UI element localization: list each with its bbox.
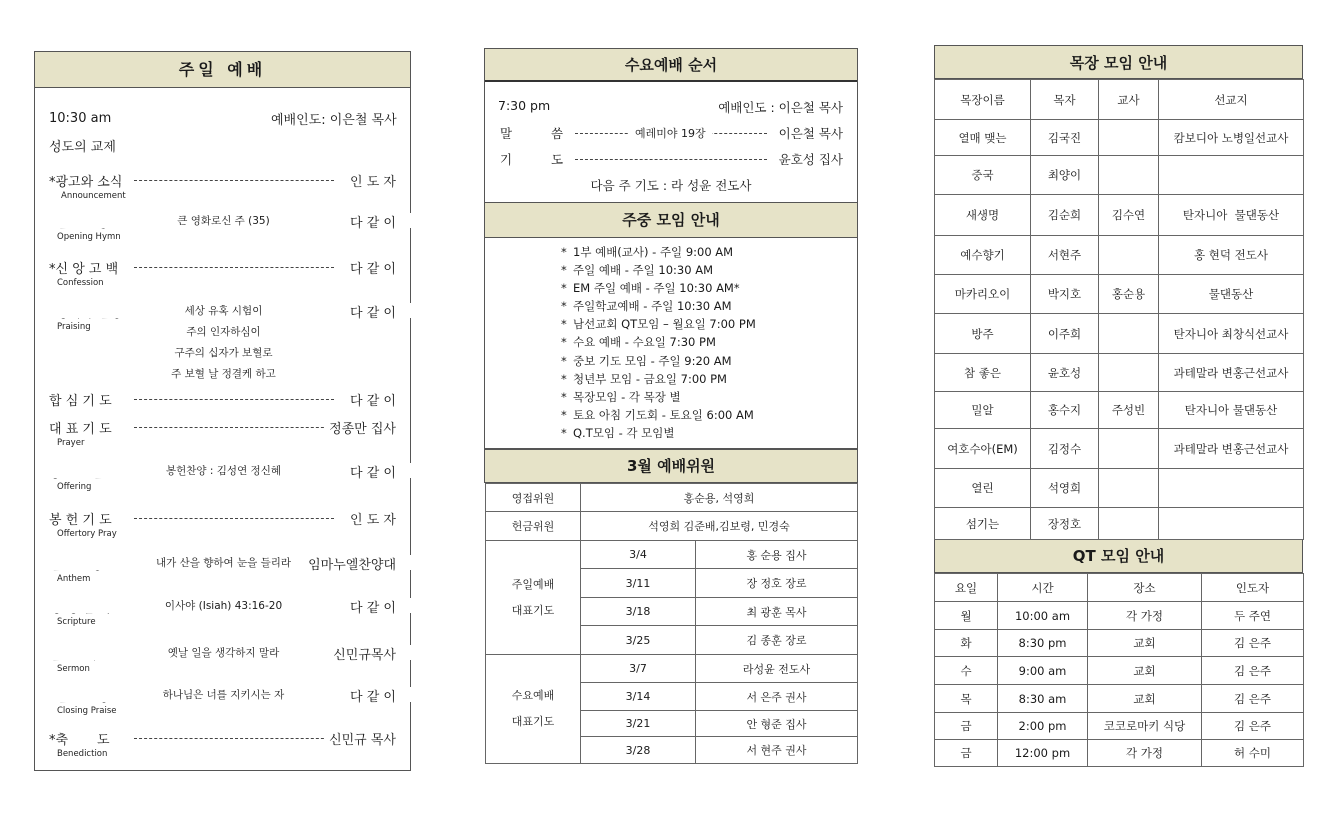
table-row — [935, 602, 1304, 630]
table-cell: 여호수아(EM) — [935, 429, 1031, 469]
leader-dots — [134, 518, 334, 519]
table-cell: 최양이 — [1031, 156, 1099, 195]
sunday-prayer-label-line: 대표기도 — [511, 603, 555, 617]
sunday-item-detail: 큰 영화로신 주 (35) — [172, 215, 274, 227]
sunday-item-detail: 이사야 (Isiah) 43:16-20 — [160, 600, 287, 612]
qt-table — [934, 573, 1304, 767]
table-row — [486, 655, 858, 683]
table-row — [935, 429, 1304, 469]
wed-prayer-label-line: 수요예배 — [511, 689, 555, 702]
column-header: 목자 — [1031, 80, 1099, 120]
sunday-item-person: 다 같 이 — [346, 390, 396, 409]
name-cell: 최 광훈 목사 — [696, 598, 858, 626]
table-row — [935, 740, 1304, 767]
sunday-item-person: 다 같 이 — [346, 597, 396, 616]
mokjang-title: 목장 모임 안내 — [934, 45, 1303, 79]
table-cell: 윤호성 — [1031, 354, 1099, 392]
sunday-item-english: Confession — [57, 278, 104, 288]
qt-title: QT 모임 안내 — [934, 540, 1303, 573]
table-row — [935, 657, 1304, 685]
sunday-item-label: *신 앙 고 백 — [49, 262, 119, 277]
column-header: 목장이름 — [935, 80, 1031, 120]
sunday-item-person: 다 같 이 — [346, 212, 396, 231]
table-cell: 이주희 — [1031, 314, 1099, 354]
sunday-item-english: Benediction — [57, 749, 108, 759]
leader-dots — [134, 738, 334, 739]
sermon-label-2: 씀 — [551, 126, 564, 141]
table-row — [935, 685, 1304, 713]
weekly-meeting-item — [561, 352, 756, 370]
weekly-meetings-title: 주중 모임 안내 — [485, 203, 857, 238]
sunday-item-detail: 내가 산을 향하여 눈을 들리라 — [151, 557, 296, 569]
weekly-meeting-item — [561, 333, 756, 351]
sunday-item-label: 대 표 기 도 — [49, 422, 112, 437]
table-cell — [1159, 508, 1304, 540]
column-header: 인도자 — [1202, 574, 1304, 602]
weekly-meeting-text: 토요 아침 기도회 - 토요일 6:00 AM — [573, 407, 754, 422]
table-cell — [1159, 156, 1304, 195]
table-row — [935, 236, 1304, 275]
table-cell: 장정호 — [1031, 508, 1099, 540]
wednesday-prayer: 윤호성 집사 — [778, 152, 843, 167]
bullet-icon: * — [561, 299, 567, 314]
march-committee-title: 3월 예배위원 — [485, 450, 857, 482]
table-cell: 홍 현덕 전도사 — [1159, 236, 1304, 275]
table-cell: 예수향기 — [935, 236, 1031, 275]
name-cell: 서 현주 권사 — [696, 737, 858, 764]
table-cell: 김순희 — [1031, 195, 1099, 236]
table-cell: 10:00 am — [998, 602, 1088, 630]
sunday-item-english: Closing Praise — [57, 706, 117, 716]
table-row — [935, 275, 1304, 314]
name-cell: 장 정호 장로 — [696, 569, 858, 598]
sunday-item-person: 다 같 이 — [346, 258, 396, 277]
weekly-meeting-item — [561, 261, 756, 279]
sunday-item-detail: 봉헌찬양 : 김성연 정신혜 — [161, 465, 286, 477]
weekly-meeting-text: 중보 기도 모임 - 주일 9:20 AM — [573, 353, 732, 368]
bullet-icon: * — [561, 245, 567, 259]
weekly-meeting-text: 1부 예배(교사) - 주일 9:00 AM — [573, 245, 734, 259]
table-cell: 화 — [935, 630, 998, 657]
sunday-prayer-label — [486, 541, 581, 655]
table-cell: 김 은주 — [1202, 713, 1304, 740]
table-cell: 김국진 — [1031, 120, 1099, 156]
sunday-item-person: 신민규 목사 — [325, 729, 396, 748]
table-cell — [1159, 469, 1304, 508]
table-cell: 김정수 — [1031, 429, 1099, 469]
column-header: 요일 — [935, 574, 998, 602]
table-cell: 탄자니아 물댄동산 — [1159, 392, 1304, 429]
praise-line: 주의 인자하심이 — [186, 326, 261, 338]
sunday-item-label: 합 심 기 도 — [49, 394, 112, 409]
mokjang-table — [934, 79, 1304, 540]
table-cell: 8:30 pm — [998, 630, 1088, 657]
sunday-item-english: Scripture — [57, 617, 96, 627]
weekly-meetings-panel — [484, 203, 858, 449]
march-committee-table — [485, 483, 858, 764]
sunday-item-english: Anthem — [57, 574, 91, 584]
table-row — [486, 512, 858, 541]
table-cell — [1099, 354, 1159, 392]
date-cell: 3/7 — [581, 655, 696, 683]
table-cell: 섬기는 — [935, 508, 1031, 540]
table-cell: 홍수지 — [1031, 392, 1099, 429]
table-row — [935, 314, 1304, 354]
prayer-label-2: 도 — [551, 152, 564, 167]
table-header-row — [935, 80, 1304, 120]
date-cell: 3/25 — [581, 626, 696, 655]
bullet-icon: * — [561, 263, 567, 278]
table-cell: 새생명 — [935, 195, 1031, 236]
sunday-item-english: Praising — [57, 322, 91, 332]
leader-dots — [134, 427, 334, 428]
table-cell: 9:00 am — [998, 657, 1088, 685]
table-cell: 2:00 pm — [998, 713, 1088, 740]
sunday-leader: 예배인도: 이은철 목사 — [271, 113, 397, 128]
sunday-time: 10:30 am — [49, 111, 112, 126]
table-cell: 과테말라 변홍근선교사 — [1159, 354, 1304, 392]
bullet-icon: * — [561, 407, 567, 422]
wed-prayer-label — [486, 655, 581, 764]
sunday-item-label: *축 도 — [49, 733, 110, 748]
table-cell: 석영희 — [1031, 469, 1099, 508]
leader-dots — [575, 159, 767, 160]
column-header: 장소 — [1088, 574, 1202, 602]
bullet-icon: * — [561, 281, 567, 296]
table-cell: 김 은주 — [1202, 630, 1304, 657]
offering-label: 헌금위원 — [486, 512, 581, 541]
table-cell: 교회 — [1088, 630, 1202, 657]
table-row — [935, 120, 1304, 156]
table-cell: 김 은주 — [1202, 685, 1304, 713]
table-cell: 코코로마키 식당 — [1088, 713, 1202, 740]
table-cell — [1099, 156, 1159, 195]
sunday-item-person: 다 같 이 — [346, 462, 396, 481]
name-cell: 김 종훈 장로 — [696, 626, 858, 655]
sunday-item-english: Prayer — [57, 438, 85, 448]
weekly-meeting-text: EM 주일 예배 - 주일 10:30 AM* — [573, 281, 740, 296]
table-cell: 두 주연 — [1202, 602, 1304, 630]
weekly-meeting-item — [561, 297, 756, 315]
table-cell: 금 — [935, 740, 998, 767]
table-row — [935, 392, 1304, 429]
sunday-prayer-label-line: 주일예배 — [511, 577, 555, 591]
wednesday-leader: 예배인도 : 이은철 목사 — [718, 100, 843, 115]
table-cell: 참 좋은 — [935, 354, 1031, 392]
sunday-item-person: 정종만 집사 — [325, 418, 396, 437]
table-cell: 탄자니아 최창식선교사 — [1159, 314, 1304, 354]
table-row — [935, 630, 1304, 657]
leader-dots — [134, 267, 334, 268]
next-prayer: 다음 주 기도 : 라 성윤 전도사 — [590, 178, 752, 193]
table-row — [935, 469, 1304, 508]
weekly-meeting-item — [561, 424, 756, 442]
date-cell: 3/4 — [581, 541, 696, 569]
bullet-icon: * — [561, 371, 567, 386]
column-header: 시간 — [998, 574, 1088, 602]
sunday-item-detail: 세상 유혹 시험이 — [180, 305, 268, 317]
table-cell: 마카리오이 — [935, 275, 1031, 314]
table-cell: 중국 — [935, 156, 1031, 195]
sunday-item-label: *광고와 소식 — [49, 175, 123, 190]
bullet-icon: * — [561, 317, 567, 332]
date-cell: 3/28 — [581, 737, 696, 764]
table-cell: 12:00 pm — [998, 740, 1088, 767]
weekly-meetings-list — [561, 243, 756, 442]
sunday-item-english: Offertory Pray — [57, 529, 117, 539]
table-cell: 김 은주 — [1202, 657, 1304, 685]
name-cell: 안 형준 집사 — [696, 711, 858, 737]
weekly-meeting-text: 남선교회 QT모임 – 월요일 7:00 PM — [573, 317, 756, 332]
table-cell: 열매 맺는 — [935, 120, 1031, 156]
praise-line: 주 보혈 날 정결케 하고 — [171, 368, 276, 380]
sunday-item-label: 봉 헌 기 도 — [49, 513, 112, 528]
table-cell: 탄자니아 물댄동산 — [1159, 195, 1304, 236]
march-committee-header — [484, 449, 858, 483]
table-cell — [1099, 429, 1159, 469]
sunday-item-person: 임마누엘찬양대 — [304, 554, 396, 573]
sunday-item-english: Sermon — [57, 664, 90, 674]
table-cell: 주성빈 — [1099, 392, 1159, 429]
name-cell: 라성윤 전도사 — [696, 655, 858, 683]
wednesday-service-panel — [484, 48, 858, 203]
column-header: 교사 — [1099, 80, 1159, 120]
table-cell: 수 — [935, 657, 998, 685]
name-cell: 서 은주 권사 — [696, 683, 858, 711]
table-cell — [1099, 236, 1159, 275]
table-cell: 8:30 am — [998, 685, 1088, 713]
middle-column — [484, 48, 858, 763]
table-cell — [1099, 314, 1159, 354]
bullet-icon: * — [561, 389, 567, 404]
sunday-item-detail: 하나님은 너를 지키시는 자 — [158, 689, 290, 701]
sunday-item-english: Announcement — [61, 191, 126, 201]
table-cell: 과테말라 변홍근선교사 — [1159, 429, 1304, 469]
sunday-item-person: 다 같 이 — [346, 686, 396, 705]
table-cell: 월 — [935, 602, 998, 630]
weekly-meeting-item — [561, 370, 756, 388]
sunday-item-person: 인 도 자 — [346, 171, 396, 190]
praise-line: 구주의 십자가 보혈로 — [174, 347, 273, 359]
table-row — [935, 195, 1304, 236]
table-cell — [1099, 508, 1159, 540]
weekly-meeting-text: 목장모임 - 각 목장 별 — [573, 389, 681, 404]
bullet-icon: * — [561, 335, 567, 350]
prayer-label-1: 기 — [500, 152, 513, 167]
table-cell: 금 — [935, 713, 998, 740]
table-cell: 각 가정 — [1088, 602, 1202, 630]
table-cell: 각 가정 — [1088, 740, 1202, 767]
sunday-item-person: 신민규목사 — [329, 644, 396, 663]
table-cell: 서현주 — [1031, 236, 1099, 275]
weekly-meeting-text: 주일학교예배 - 주일 10:30 AM — [573, 299, 732, 314]
weekly-meeting-text: 수요 예배 - 수요일 7:30 PM — [573, 335, 716, 350]
table-row — [935, 508, 1304, 540]
wednesday-scripture: 예레미야 19장 — [629, 125, 712, 141]
table-cell: 박지호 — [1031, 275, 1099, 314]
usher-names: 홍순용, 석영희 — [581, 484, 858, 512]
table-cell: 교회 — [1088, 685, 1202, 713]
weekly-meeting-text: Q.T모임 - 각 모임별 — [573, 425, 675, 440]
right-column — [934, 45, 1303, 767]
wednesday-time: 7:30 pm — [498, 98, 551, 113]
table-cell: 홍순용 — [1099, 275, 1159, 314]
weekly-meeting-item — [561, 388, 756, 406]
name-cell: 홍 순용 집사 — [696, 541, 858, 569]
table-header-row — [935, 574, 1304, 602]
weekly-meeting-item — [561, 243, 756, 261]
sunday-item-detail: 옛날 일을 생각하지 말라 — [163, 647, 284, 659]
table-row — [935, 156, 1304, 195]
bullet-icon: * — [561, 425, 567, 440]
table-row — [935, 713, 1304, 740]
sunday-item-person: 다 같 이 — [346, 302, 396, 321]
sunday-service-title: 주일 예배 — [35, 52, 410, 88]
table-cell: 물댄동산 — [1159, 275, 1304, 314]
weekly-meeting-text: 주일 예배 - 주일 10:30 AM — [573, 263, 714, 278]
date-cell: 3/11 — [581, 569, 696, 598]
table-cell: 밀알 — [935, 392, 1031, 429]
table-cell: 교회 — [1088, 657, 1202, 685]
sunday-item-person: 인 도 자 — [346, 509, 396, 528]
wed-prayer-label-line: 대표기도 — [511, 715, 555, 728]
table-cell — [1099, 469, 1159, 508]
table-cell: 목 — [935, 685, 998, 713]
wednesday-preacher: 이은철 목사 — [778, 126, 843, 141]
column-header: 선교지 — [1159, 80, 1304, 120]
offering-names: 석영희 김준배,김보령, 민경숙 — [581, 512, 858, 541]
sunday-item-english: Opening Hymn — [57, 232, 121, 242]
table-row — [935, 354, 1304, 392]
table-row — [486, 484, 858, 512]
date-cell: 3/21 — [581, 711, 696, 737]
table-cell: 김수연 — [1099, 195, 1159, 236]
leader-dots — [134, 399, 334, 400]
leader-dots — [134, 180, 334, 181]
table-row — [486, 541, 858, 569]
fellowship-label: 성도의 교제 — [49, 140, 116, 155]
table-cell: 허 수미 — [1202, 740, 1304, 767]
wednesday-service-title: 수요예배 순서 — [485, 49, 857, 82]
date-cell: 3/18 — [581, 598, 696, 626]
usher-label: 영접위원 — [486, 484, 581, 512]
weekly-meeting-item — [561, 315, 756, 333]
bullet-icon: * — [561, 353, 567, 368]
weekly-meeting-text: 청년부 모임 - 금요일 7:00 PM — [573, 371, 727, 386]
table-cell: 방주 — [935, 314, 1031, 354]
date-cell: 3/14 — [581, 683, 696, 711]
sermon-label-1: 말 — [500, 126, 513, 141]
table-cell: 캄보디아 노병일선교사 — [1159, 120, 1304, 156]
weekly-meeting-item — [561, 279, 756, 297]
table-cell — [1099, 120, 1159, 156]
sunday-service-panel — [34, 51, 411, 771]
sunday-item-english: Offering — [57, 482, 92, 492]
table-cell: 열린 — [935, 469, 1031, 508]
weekly-meeting-item — [561, 406, 756, 424]
